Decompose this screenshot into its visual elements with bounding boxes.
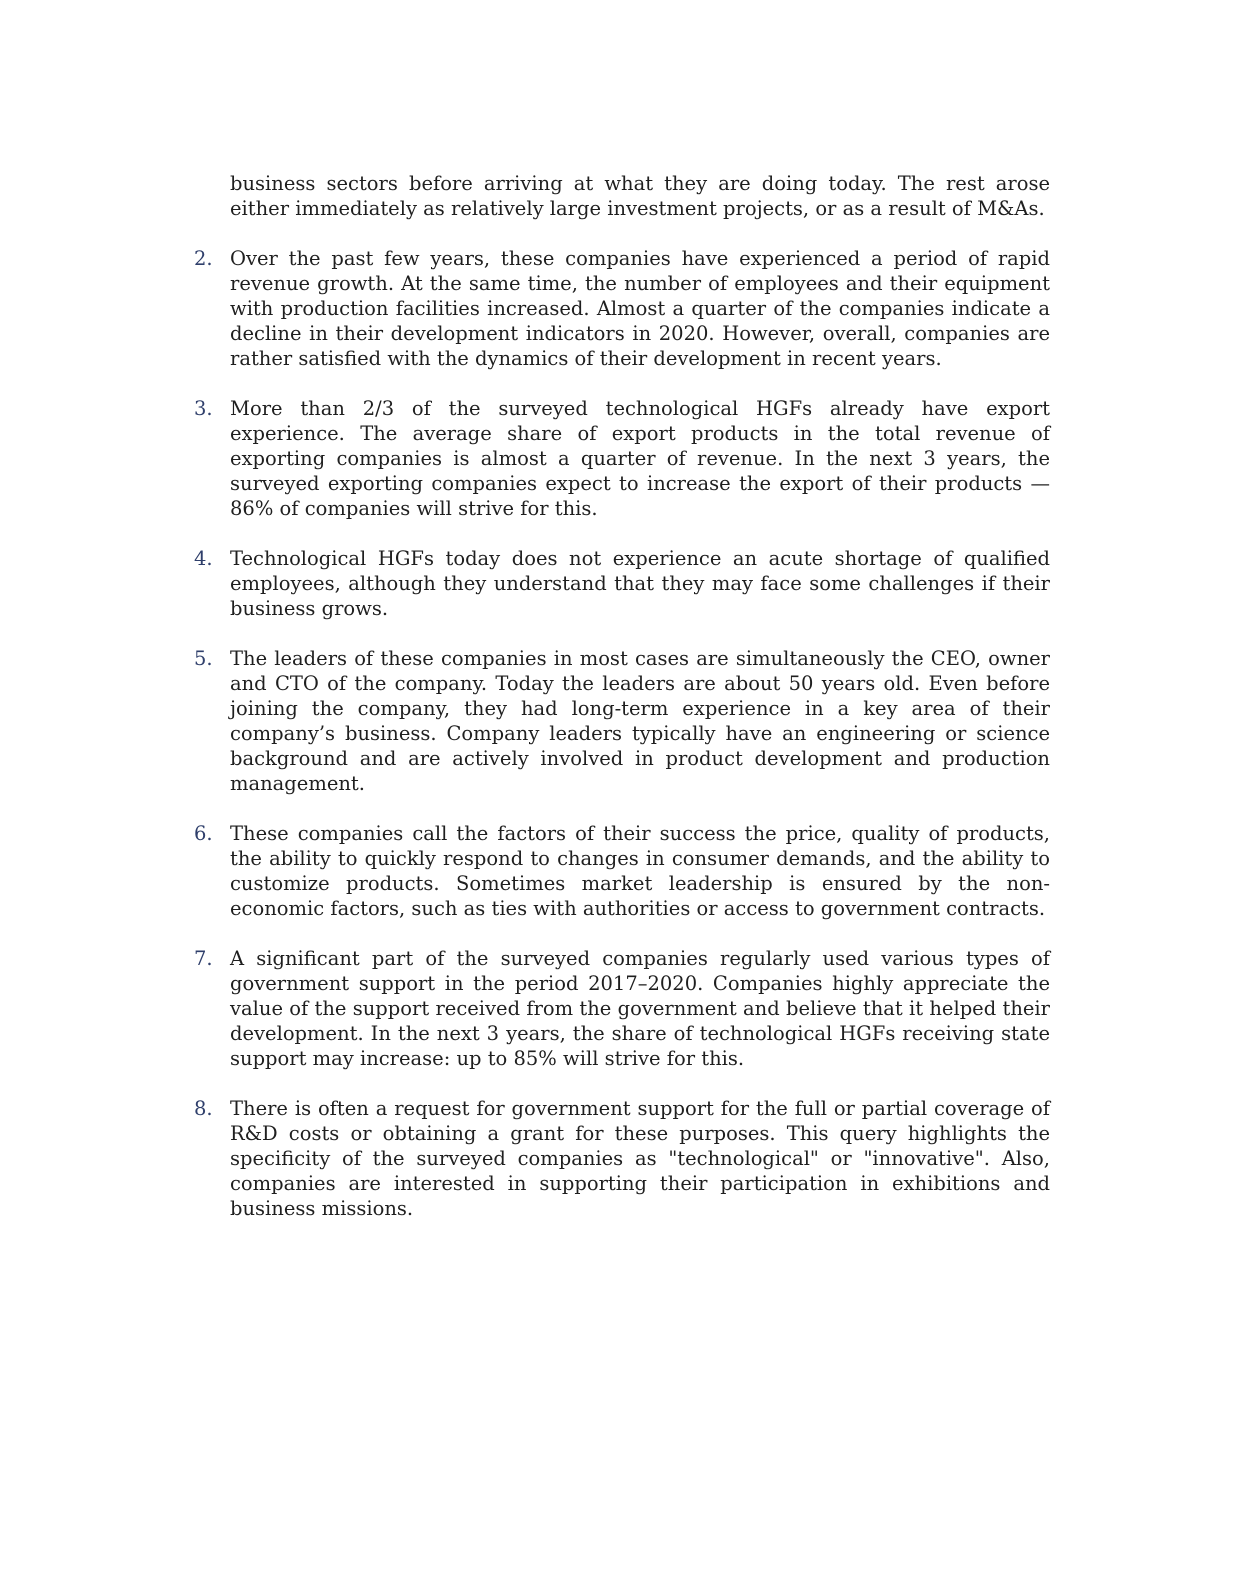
list-text: Technological HGFs today does not experience an acute shortage of qualified employees, although they understand that they may face some challenges if their business grows. [230,547,1050,620]
list-text: More than 2/3 of the surveyed technological HGFs already have export experience. The average share of export products in the total revenue of exporting companies is almost a quarter of revenue. In the next 3 years, the surveyed exporting companies expect to increase the export of their products — 86% of companies will strive for this. [230,397,1050,520]
list-number: 6. [194,822,213,845]
list-item-2 [194,246,1050,371]
list-text: A significant part of the surveyed companies regularly used various types of government support in the period 2017–2020. Companies highly appreciate the value of the support received from the government and believe that it helped their development. In the next 3 years, the share of technological HGFs receiving state support may increase: up to 85% will strive for this. [230,947,1050,1070]
list-text: These companies call the factors of their success the price, quality of products, the ability to quickly respond to changes in consumer demands, and the ability to customize products. Sometimes market leadership is ensured by the non-economic factors, such as ties with authorities or access to government contracts. [230,822,1050,920]
list-text: There is often a request for government support for the full or partial coverage of R&D costs or obtaining a grant for these purposes. This query highlights the specificity of the surveyed companies as "technological" or "innovative". Also, companies are interested in supporting their participation in exhibitions and business missions. [230,1097,1050,1220]
list-text: The leaders of these companies in most cases are simultaneously the CEO, owner and CTO of the company. Today the leaders are about 50 years old. Even before joining the company, they had long-term experience in a key area of their company’s business. Company leaders typically have an engineering or science background and are actively involved in product development and production management. [230,647,1050,795]
list-item-7 [194,946,1050,1071]
document-body [194,171,1050,1246]
list-number: 7. [194,947,213,970]
list-number: 5. [194,647,213,670]
list-item-5 [194,646,1050,796]
continuation-paragraph: business sectors before arriving at what they are doing today. The rest arose either immediately as relatively large investment projects, or as a result of M&As. [230,172,1050,220]
list-item-3 [194,396,1050,521]
list-item-8 [194,1096,1050,1221]
list-number: 2. [194,247,213,270]
list-text: Over the past few years, these companies have experienced a period of rapid revenue growth. At the same time, the number of employees and their equipment with production facilities increased. Almost a quarter of the companies indicate a decline in their development indicators in 2020. However, overall, companies are rather satisfied with the dynamics of their development in recent years. [230,247,1050,370]
list-number: 8. [194,1097,213,1120]
list-number: 3. [194,397,213,420]
list-number: 4. [194,547,213,570]
list-item-6 [194,821,1050,921]
list-item-4 [194,546,1050,621]
